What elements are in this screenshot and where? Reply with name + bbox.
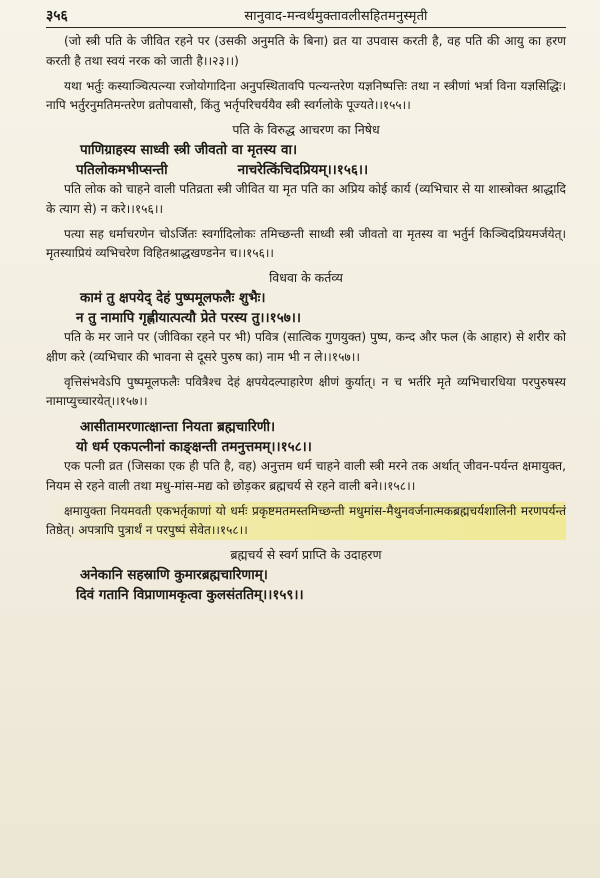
commentary-paragraph-highlighted: क्षमायुक्ता नियमवती एकभर्तृकाणां यो धर्मः प्रकृष्टमतमस्तमिच्छन्ती मधुमांस-मैथुनवर्जनात्मकब्रह्मचर्यशालिनी मरणपर्यन्तं तिष्ठेत्। अपत्रापि पुत्रार्थं न परपुष्पं सेवेत।।१५८।। xyxy=(46,502,566,540)
section-heading: पति के विरुद्ध आचरण का निषेध xyxy=(232,122,380,137)
verse-line: न तु नामापि गृह्णीयात्पत्यौ प्रेते परस्य तु।।१५७।। xyxy=(76,310,301,326)
verse-line: पाणिग्राहस्य साध्वी स्त्री जीवतो वा मृतस्य वा। xyxy=(80,142,298,158)
verse-line: पतिलोकमभीप्सन्ती नाचरेत्किंचिदप्रियम्।।१५६।। xyxy=(76,162,369,178)
verse-line: आसीतामरणात्क्षान्ता नियता ब्रह्मचारिणी। xyxy=(80,419,276,435)
section-heading: ब्रह्मचर्य से स्वर्ग प्राप्ति के उदाहरण xyxy=(230,547,382,562)
translation-paragraph: पति लोक को चाहने वाली पतिव्रता स्त्री जीवित या मृत पति का अप्रिय कोई कार्य (व्यभिचार से या शास्त्रोक्त श्राद्धादि के त्याग से) न करे।।१५६।। xyxy=(46,182,566,216)
commentary-paragraph: पत्या सह धर्माचरणेन चोऽर्जितः स्वर्गादिलोकः तमिच्छन्ती साध्वी स्त्री जीवतो वा मृतस्य वा भर्तुर्न किञ्चिदप्रियमर्जयेत्। मृतस्याप्रियं व्यभिचरेण विहितश्राद्धखण्डनेन च।।१५६।। xyxy=(46,227,566,260)
verse-line: दिवं गतानि विप्राणामकृत्वा कुलसंततिम्।।१५९।। xyxy=(76,587,304,603)
commentary-paragraph: वृत्तिसंभवेऽपि पुष्पमूलफलैः पवित्रैश्च देहं क्षपयेदल्पाहारेण क्षीणं कुर्यात्। न च भर्तरि मृते व्यभिचारधिया परपुरुषस्य नामाप्युच्चारयेत्।।१५७।। xyxy=(46,375,566,408)
verse-line: अनेकानि सहस्राणि कुमारब्रह्मचारिणाम्। xyxy=(80,567,268,583)
translation-paragraph: (जो स्त्री पति के जीवित रहने पर (उसकी अनुमति के बिना) व्रत या उपवास करती है, वह पति की आयु का हरण करती है तथा स्वयं नरक को जाती है।।२३।।) xyxy=(46,34,566,68)
section-heading: विधवा के कर्तव्य xyxy=(269,270,343,285)
page-header xyxy=(46,6,566,28)
verse-block xyxy=(46,417,566,457)
verse-block xyxy=(46,565,566,605)
translation-paragraph: पति के मर जाने पर (जीविका रहने पर भी) पवित्र (सात्विक गुणयुक्त) पुष्प, कन्द और फल (के आहार) से शरीर को क्षीण करे (व्यभिचार की भावना से दूसरे पुरुष का) नाम भी न ले।।१५७।। xyxy=(46,330,566,364)
verse-block xyxy=(46,140,566,180)
page-number: ३५६ xyxy=(46,8,68,24)
verse-line: यो धर्म एकपत्नीनां काङ्क्षन्ती तमनुत्तमम्।।१५८।। xyxy=(76,439,312,455)
commentary-paragraph: यथा भर्तुः कस्याञ्चित्पत्न्या रजोयोगादिना अनुपस्थितावपि पत्न्यन्तरेण यज्ञनिष्पत्तिः तथा न स्त्रीणां भर्त्रा विना यज्ञसिद्धिः। नापि भर्तुरनुमतिमन्तरेण व्रतोपवासौ, किंतु भर्तृपरिचर्ययैव स्त्री स्वर्गलोके पूज्यते।।१५५।। xyxy=(46,79,566,112)
running-title: सानुवाद-मन्वर्थमुक्तावलीसहितमनुस्मृती xyxy=(244,9,428,24)
translation-paragraph: एक पत्नी व्रत (जिसका एक ही पति है, वह) अनुत्तम धर्म चाहने वाली स्त्री मरने तक अर्थात् जीवन-पर्यन्त क्षमायुक्त, नियम से रहने वाली तथा मधु-मांस-मद्य को छोड़कर ब्रह्मचर्य से रहने वाली बने।।१५८।। xyxy=(46,459,566,493)
verse-line: कामं तु क्षपयेद् देहं पुष्पमूलफलैः शुभैः। xyxy=(80,290,266,306)
verse-block xyxy=(46,288,566,328)
